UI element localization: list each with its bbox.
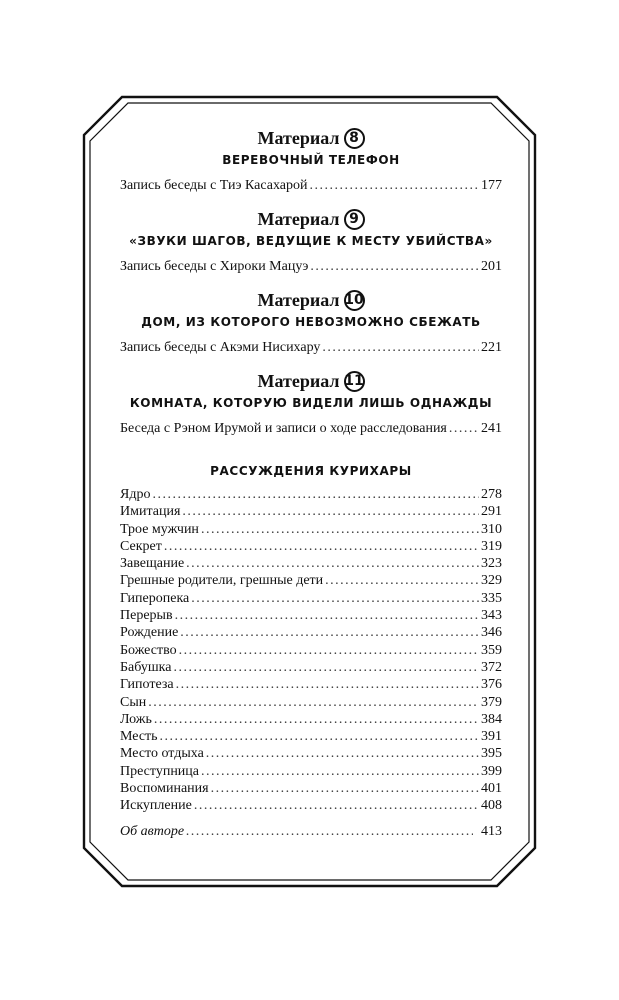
entry-label: Запись беседы с Хироки Мацуэ [120,259,309,274]
page-number: 291 [481,504,502,520]
page-number: 343 [481,608,502,624]
entry-label: Гипотеза [120,677,174,693]
leader-dots [201,521,479,538]
entry-label: Искупление [120,798,192,814]
leader-dots [194,797,479,814]
toc-entry[interactable] [120,745,502,762]
leader-dots [449,420,479,438]
toc-entry[interactable] [120,624,502,641]
entry-label: Об авторе [120,823,185,839]
entry-label: Ядро [120,487,151,502]
page-number: 379 [481,694,502,710]
entry-label: Месть [120,729,158,745]
entry-label: Преступница [120,763,200,779]
leader-dots [186,555,479,572]
page-number: 372 [481,659,502,675]
chapter-title: КОМНАТА, КОТОРУЮ ВИДЕЛИ ЛИШЬ ОДНАЖДЫ [129,396,493,410]
leader-dots [310,258,479,276]
leader-dots [206,745,479,762]
page-number: 399 [481,763,502,779]
entry-label: Бабушка [120,659,172,675]
toc-entry[interactable] [120,486,502,503]
toc-entry[interactable] [120,339,502,357]
leader-dots [179,642,479,659]
leader-dots [164,538,479,555]
entry-label: Имитация [120,504,181,520]
entry-label: Перерыв [120,608,173,624]
toc-entry[interactable] [120,676,502,693]
material-number: 11 [344,371,365,392]
leader-dots [309,177,479,195]
entry-label: Беседа с Рэном Ирумой и записи о ходе расследования [120,421,447,436]
leader-dots [176,676,479,693]
leader-dots [191,590,479,607]
material-title [120,288,502,312]
toc-entry[interactable] [120,797,502,814]
toc-entry[interactable] [120,780,502,797]
chapter-title: ДОМ, ИЗ КОТОРОГО НЕВОЗМОЖНО СБЕЖАТЬ [141,315,481,329]
page-number: 177 [481,178,502,193]
material-title [120,126,502,150]
page-number: 413 [481,823,502,839]
toc-entry-about-author[interactable] [120,823,502,840]
toc-entry[interactable] [120,420,502,438]
toc-entry[interactable] [120,503,502,520]
entry-label: Грешные родители, грешные дети [120,573,324,589]
entry-label: Секрет [120,538,162,554]
entry-label: Сын [120,694,147,710]
chapter-title: «ЗВУКИ ШАГОВ, ВЕДУЩИЕ К МЕСТУ УБИЙСТВА» [129,234,493,248]
leader-dots [148,694,479,711]
toc-entry[interactable] [120,694,502,711]
page-number: 323 [481,556,502,572]
entry-label: Запись беседы с Акэми Нисихару [120,340,321,355]
page-number: 395 [481,746,502,762]
chapter-title: ВЕРЕВОЧНЫЙ ТЕЛЕФОН [222,153,400,167]
leader-dots [175,607,479,624]
page-number: 384 [481,711,502,727]
page-number: 201 [481,259,502,274]
material-label: Материал [257,209,340,229]
toc-entry[interactable] [120,711,502,728]
leader-dots [182,503,479,520]
toc-entry[interactable] [120,521,502,538]
material-title [120,369,502,393]
toc-entry[interactable] [120,728,502,745]
entry-label: Трое мужчин [120,521,199,537]
toc-entry[interactable] [120,177,502,195]
leader-dots [201,763,479,780]
leader-dots [152,486,479,503]
toc-entry[interactable] [120,258,502,276]
toc-entry[interactable] [120,572,502,589]
entry-label: Место отдыха [120,746,204,762]
leader-dots [325,572,479,589]
entry-label: Воспоминания [120,781,209,797]
section-title: РАССУЖДЕНИЯ КУРИХАРЫ [210,464,412,478]
leader-dots [322,339,479,357]
entry-label: Завещание [120,556,185,572]
entry-label: Ложь [120,711,152,727]
page-number: 278 [481,487,502,502]
leader-dots [180,624,479,641]
leader-dots [160,728,479,745]
leader-dots [173,659,479,676]
page-number: 221 [481,340,502,355]
material-title [120,207,502,231]
entry-label: Рождение [120,625,179,641]
material-number: 8 [344,128,365,149]
page-number: 346 [481,625,502,641]
material-label: Материал [257,371,340,391]
material-label: Материал [257,290,340,310]
page-number: 408 [481,798,502,814]
toc-entry[interactable] [120,590,502,607]
page-number: 391 [481,729,502,745]
toc-entry[interactable] [120,659,502,676]
material-number: 10 [344,290,365,311]
page-number: 376 [481,677,502,693]
toc-entry[interactable] [120,607,502,624]
material-number: 9 [344,209,365,230]
leader-dots [154,711,479,728]
page-number: 241 [481,421,502,436]
entry-label: Божество [120,642,177,658]
material-label: Материал [257,128,340,148]
toc-entry[interactable] [120,538,502,555]
entry-label: Гиперопека [120,590,190,606]
leader-dots [211,780,479,797]
table-of-contents [120,126,502,840]
toc-entry[interactable] [120,642,502,659]
page-number: 335 [481,590,502,606]
section-list [120,486,502,815]
page-number: 359 [481,642,502,658]
page-number: 329 [481,573,502,589]
entry-label: Запись беседы с Тиэ Касахарой [120,178,308,193]
page-number: 310 [481,521,502,537]
leader-dots [186,823,473,840]
page-number: 401 [481,781,502,797]
toc-entry[interactable] [120,763,502,780]
page-number: 319 [481,538,502,554]
toc-entry[interactable] [120,555,502,572]
